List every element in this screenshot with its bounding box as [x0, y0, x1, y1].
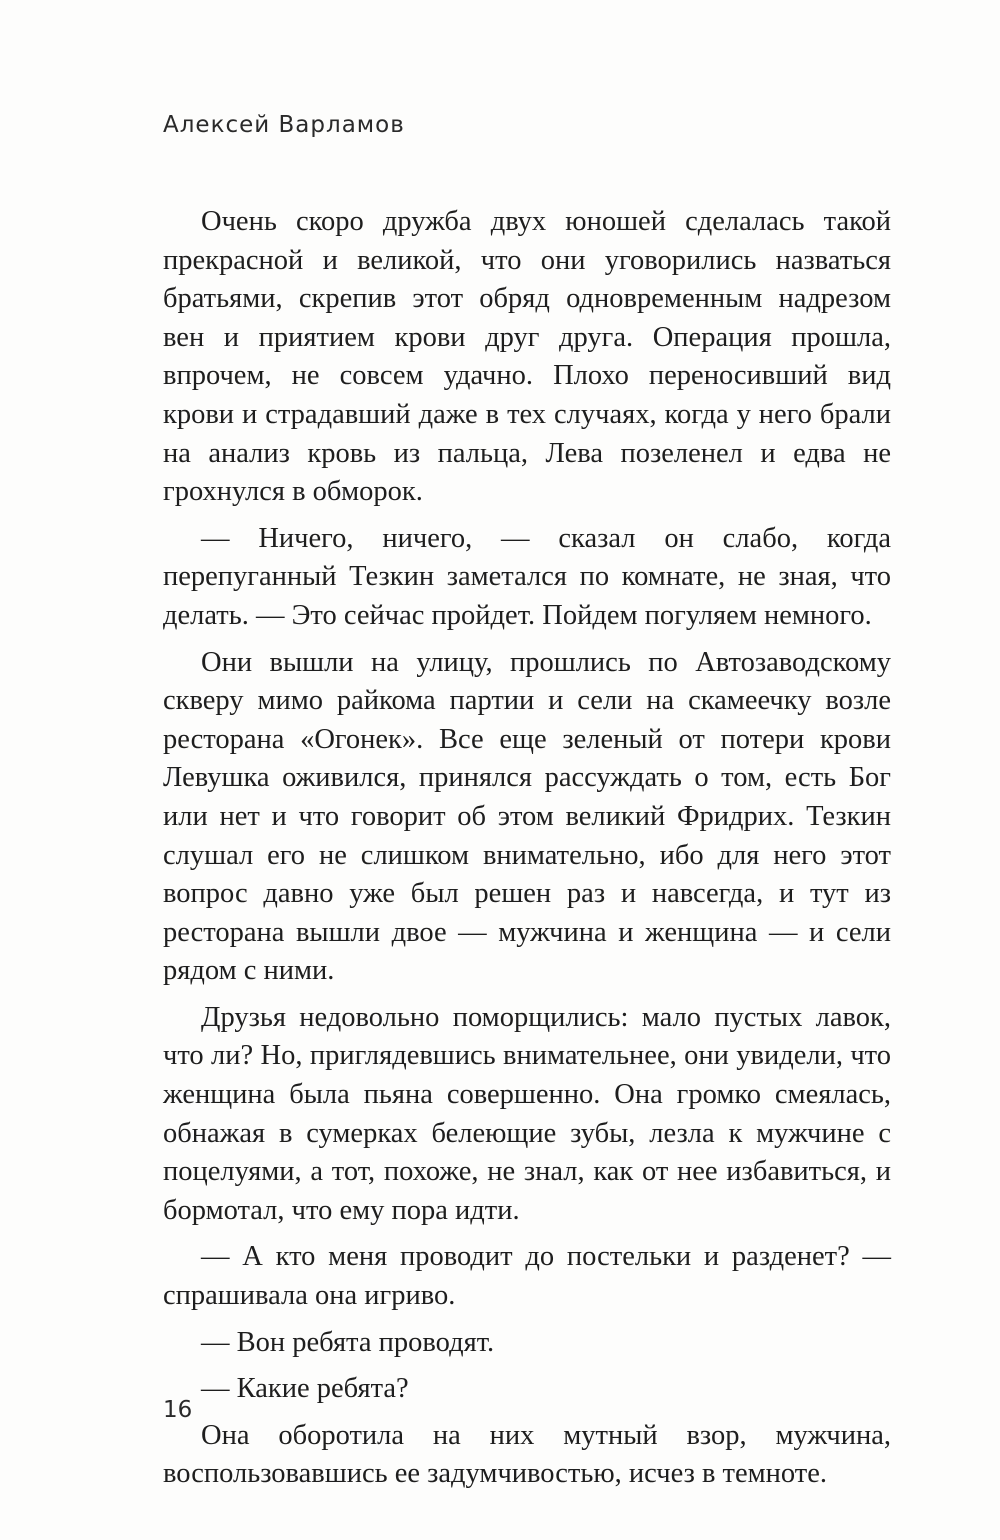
paragraph-5: — А кто меня проводит до постельки и разденет? — спрашивала она игриво. [163, 1241, 891, 1312]
paragraph-6: — Вон ребята проводят. [201, 1326, 495, 1358]
paragraph-3: Они вышли на улицу, прошлись по Автозаводскому скверу мимо райкома партии и сели на скамеечку возле ресторана «Огонек». Все еще зеленый от потери крови Левушка оживился, принялся рассуждать о том, есть Бог или нет и что говорит об этом великий Фридрих. Тезкин слушал его не слишком внимательно, ибо для него этот вопрос давно уже был решен раз и навсегда, и тут из ресторана вышли двое — мужчина и женщина — и сели рядом с ними. [163, 646, 891, 987]
paragraph-4: Друзья недовольно поморщились: мало пустых лавок, что ли? Но, приглядевшись внимательнее, они увидели, что женщина была пьяна совершенно. Она громко смеялась, обнажая в сумерках белеющие зубы, лезла к мужчине с поцелуями, а тот, похоже, не знал, как от нее избавиться, и бормотал, что ему пора идти. [163, 1001, 891, 1226]
paragraph-2: — Ничего, ничего, — сказал он слабо, когда перепуганный Тезкин заметался по комнате, не зная, что делать. — Это сейчас пройдет. Пойдем погуляем немного. [163, 522, 891, 631]
paragraph-7: — Какие ребята? [201, 1373, 409, 1405]
running-head-author: Алексей Варламов [163, 112, 405, 138]
page-number: 16 [163, 1397, 193, 1423]
body-text [163, 203, 891, 1502]
paragraph-1: Очень скоро дружба двух юношей сделалась такой прекрасной и великой, что они уговорились назваться братьями, скрепив этот обряд одновременным надрезом вен и приятием крови друг друга. Операция прошла, впрочем, не совсем удачно. Плохо переносивший вид крови и страдавший даже в тех случаях, когда у него брали на анализ кровь из пальца, Лева позеленел и едва не грохнулся в обморок. [163, 206, 891, 508]
paragraph-8: Она оборотила на них мутный взор, мужчина, воспользовавшись ее задумчивостью, исчез в темноте. [163, 1419, 891, 1490]
